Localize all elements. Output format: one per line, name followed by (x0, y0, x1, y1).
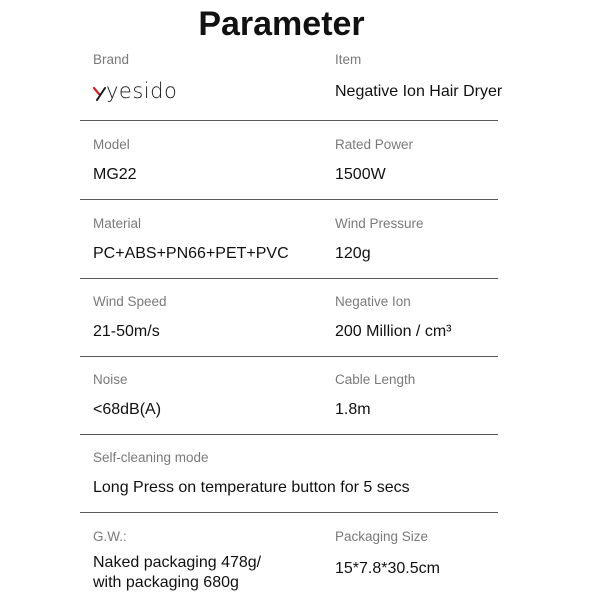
gross-weight-value (93, 553, 313, 593)
material-label: Material (93, 216, 142, 231)
yesido-logo-mark-icon (93, 85, 107, 101)
row-divider (80, 199, 498, 200)
wind-speed-value: 21-50m/s (93, 323, 160, 340)
noise-label: Noise (93, 372, 128, 387)
brand-cell (93, 52, 177, 104)
noise-cell (93, 372, 161, 420)
cable-length-cell (335, 372, 415, 420)
gross-weight-value-line1: Naked packaging 478g/ (93, 554, 262, 571)
item-label: Item (335, 52, 362, 67)
item-cell (335, 52, 502, 102)
self-cleaning-cell (93, 450, 410, 498)
cable-length-label: Cable Length (335, 372, 416, 387)
rated-power-label: Rated Power (335, 137, 414, 152)
self-cleaning-value: Long Press on temperature button for 5 secs (93, 479, 410, 496)
packaging-size-cell (335, 529, 440, 579)
gross-weight-cell (93, 529, 313, 593)
model-label: Model (93, 137, 130, 152)
gross-weight-value-line2: with packaging 680g (93, 574, 239, 591)
model-cell (93, 137, 137, 185)
packaging-size-value: 15*7.8*30.5cm (335, 560, 440, 577)
wind-speed-cell (93, 294, 167, 342)
page-title: Parameter (198, 5, 365, 43)
wind-pressure-cell (335, 216, 424, 264)
wind-pressure-value: 120g (335, 245, 371, 262)
negative-ion-label: Negative Ion (335, 294, 411, 309)
negative-ion-value: 200 Million / cm³ (335, 323, 452, 340)
negative-ion-cell (335, 294, 451, 342)
brand-logo-text: yesido (106, 79, 178, 103)
gross-weight-label: G.W.: (93, 529, 127, 544)
brand-label: Brand (93, 52, 130, 67)
wind-pressure-label: Wind Pressure (335, 216, 424, 231)
row-divider (80, 278, 498, 279)
row-divider (80, 120, 498, 121)
brand-logo (93, 78, 177, 104)
item-value: Negative Ion Hair Dryer (335, 83, 503, 100)
model-value: MG22 (93, 166, 137, 183)
rated-power-value: 1500W (335, 166, 386, 183)
cable-length-value: 1.8m (335, 401, 371, 418)
row-divider (80, 434, 498, 435)
packaging-size-label: Packaging Size (335, 529, 429, 544)
row-divider (80, 512, 498, 513)
wind-speed-label: Wind Speed (93, 294, 167, 309)
noise-value: <68dB(A) (93, 401, 162, 418)
material-value: PC+ABS+PN66+PET+PVC (93, 245, 289, 262)
material-cell (93, 216, 289, 264)
row-divider (80, 356, 498, 357)
self-cleaning-label: Self-cleaning mode (93, 450, 209, 465)
rated-power-cell (335, 137, 413, 185)
